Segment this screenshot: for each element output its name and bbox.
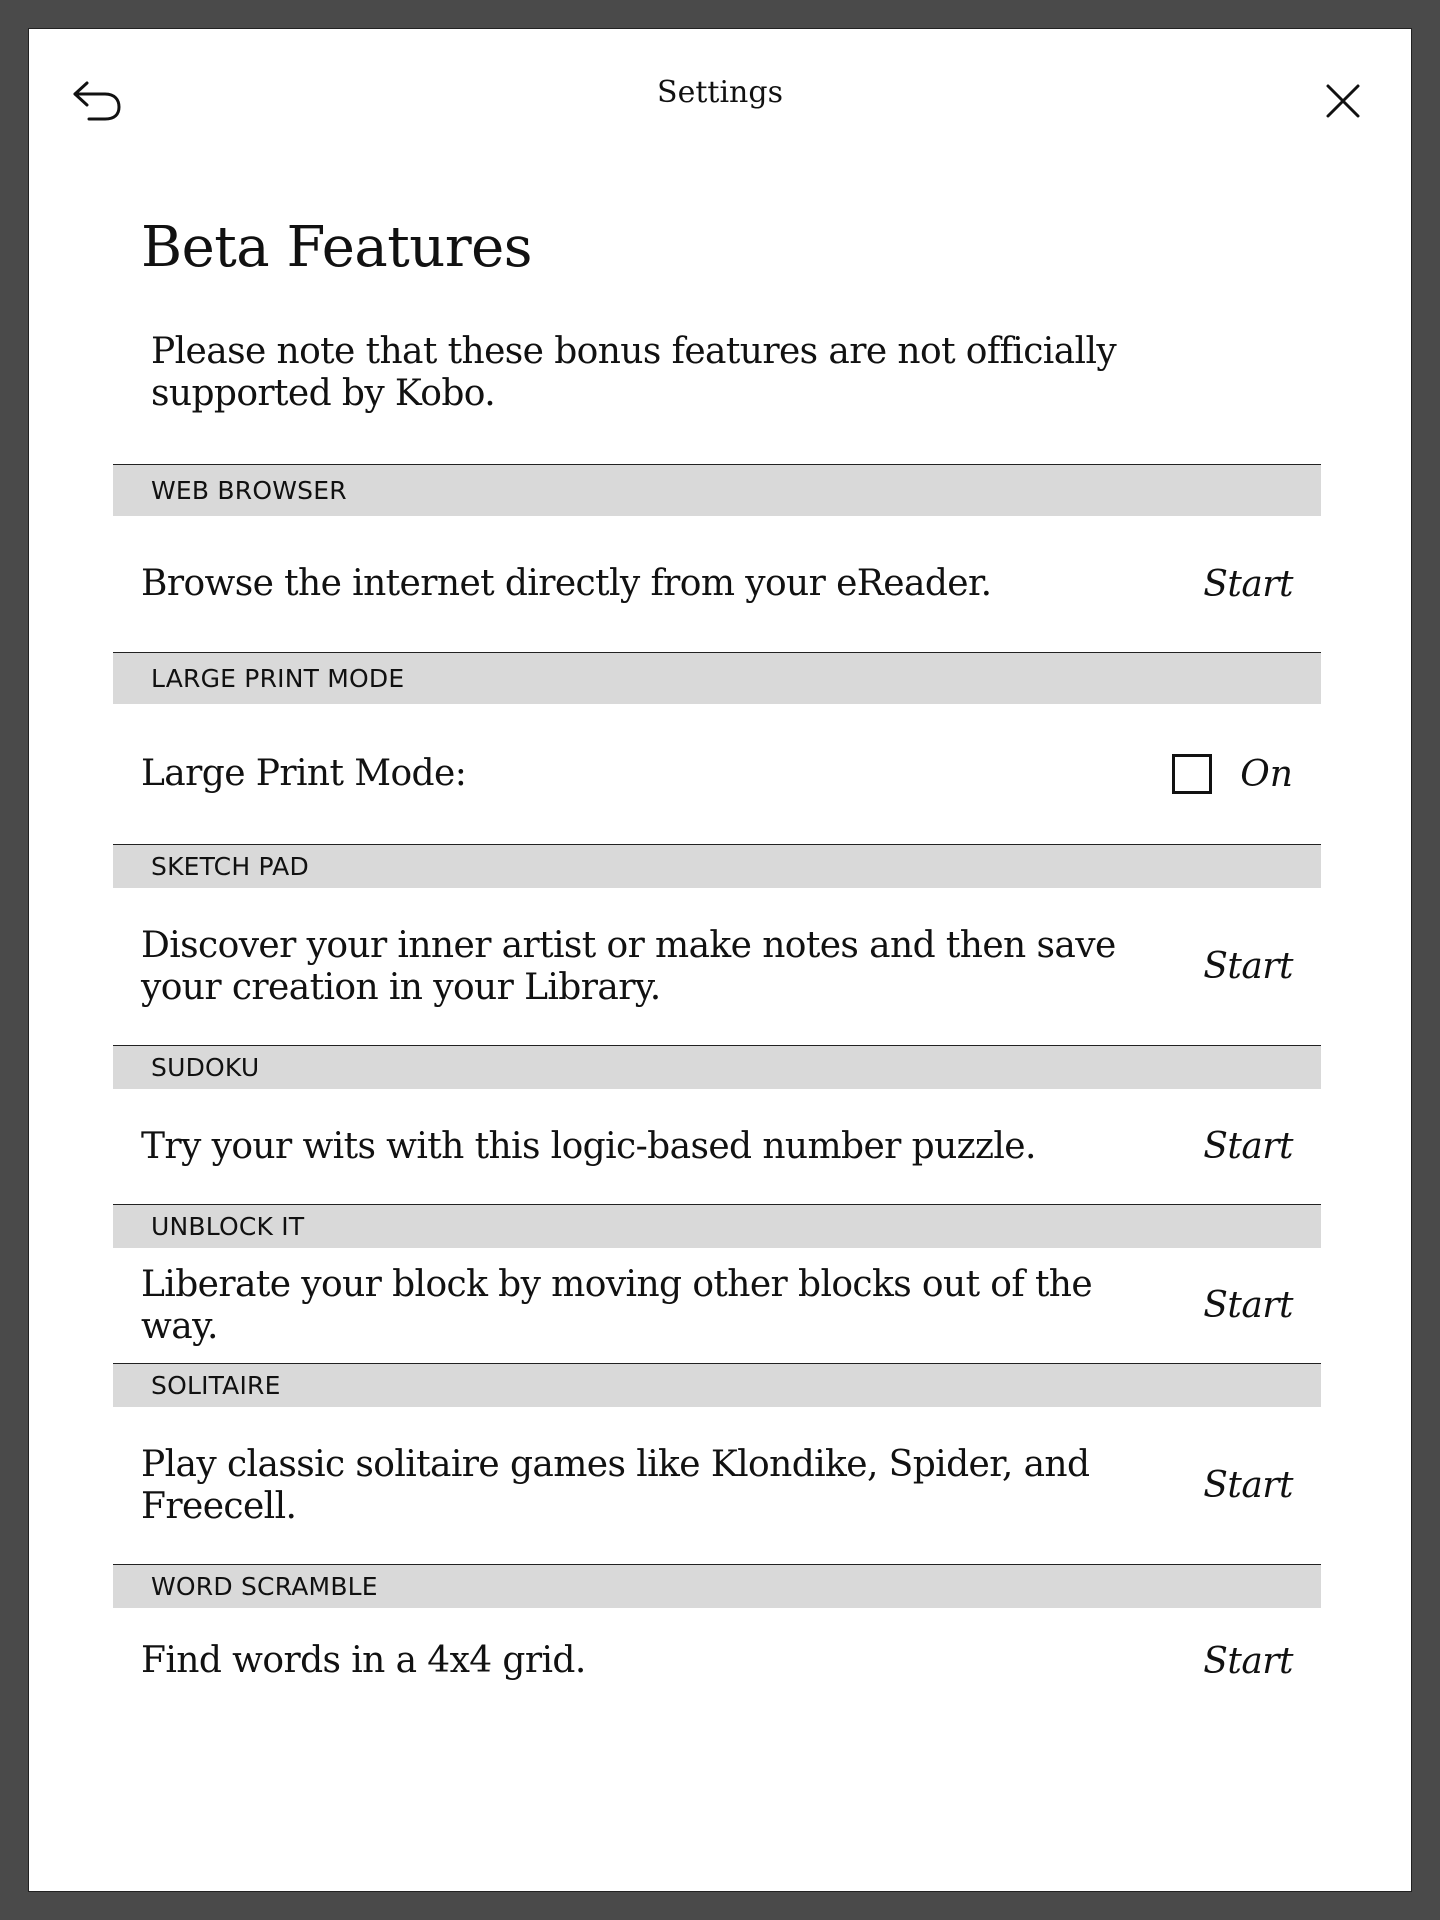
close-button[interactable] <box>1313 71 1373 131</box>
beta-features-list <box>113 464 1321 1714</box>
large-print-mode-label: Large Print Mode: <box>141 753 467 794</box>
section-header-large-print-mode: LARGE PRINT MODE <box>113 652 1321 704</box>
web-browser-row <box>113 516 1321 652</box>
section-header-sketch-pad: SKETCH PAD <box>113 844 1321 888</box>
solitaire-description: Play classic solitaire games like Klondike, Spider, and Freecell. <box>141 1443 1090 1527</box>
word-scramble-description: Find words in a 4x4 grid. <box>141 1640 586 1681</box>
web-browser-start-button[interactable]: Start <box>1203 563 1293 605</box>
solitaire-start-button[interactable]: Start <box>1203 1465 1293 1506</box>
intro-text: Please note that these bonus features are not officially supported by Kobo. <box>151 331 1117 414</box>
unblock-it-description: Liberate your block by moving other blocks out of the way. <box>141 1263 1093 1347</box>
large-print-mode-checkbox[interactable] <box>1172 754 1212 794</box>
solitaire-row <box>113 1407 1321 1564</box>
sketch-pad-row <box>113 888 1321 1045</box>
close-icon <box>1323 81 1363 121</box>
section-header-word-scramble: WORD SCRAMBLE <box>113 1564 1321 1608</box>
sketch-pad-description: Discover your inner artist or make notes and then save your creation in your Library. <box>141 924 1116 1008</box>
large-print-mode-on-label: On <box>1240 753 1293 795</box>
unblock-it-row <box>113 1248 1321 1363</box>
sudoku-description: Try your wits with this logic-based number puzzle. <box>141 1125 1036 1167</box>
unblock-it-start-button[interactable]: Start <box>1203 1285 1293 1326</box>
settings-dialog <box>28 28 1412 1892</box>
web-browser-description: Browse the internet directly from your eReader. <box>141 563 992 604</box>
page-title: Beta Features <box>141 215 533 280</box>
dialog-title: Settings <box>657 75 783 110</box>
sudoku-row <box>113 1089 1321 1204</box>
large-print-mode-toggle[interactable] <box>1172 754 1293 795</box>
word-scramble-row <box>113 1608 1321 1714</box>
section-header-sudoku: SUDOKU <box>113 1045 1321 1089</box>
sudoku-start-button[interactable]: Start <box>1203 1126 1293 1167</box>
section-header-web-browser: WEB BROWSER <box>113 464 1321 516</box>
large-print-mode-row <box>113 704 1321 844</box>
section-header-unblock-it: UNBLOCK IT <box>113 1204 1321 1248</box>
sketch-pad-start-button[interactable]: Start <box>1203 946 1293 987</box>
word-scramble-start-button[interactable]: Start <box>1203 1640 1293 1682</box>
section-header-solitaire: SOLITAIRE <box>113 1363 1321 1407</box>
